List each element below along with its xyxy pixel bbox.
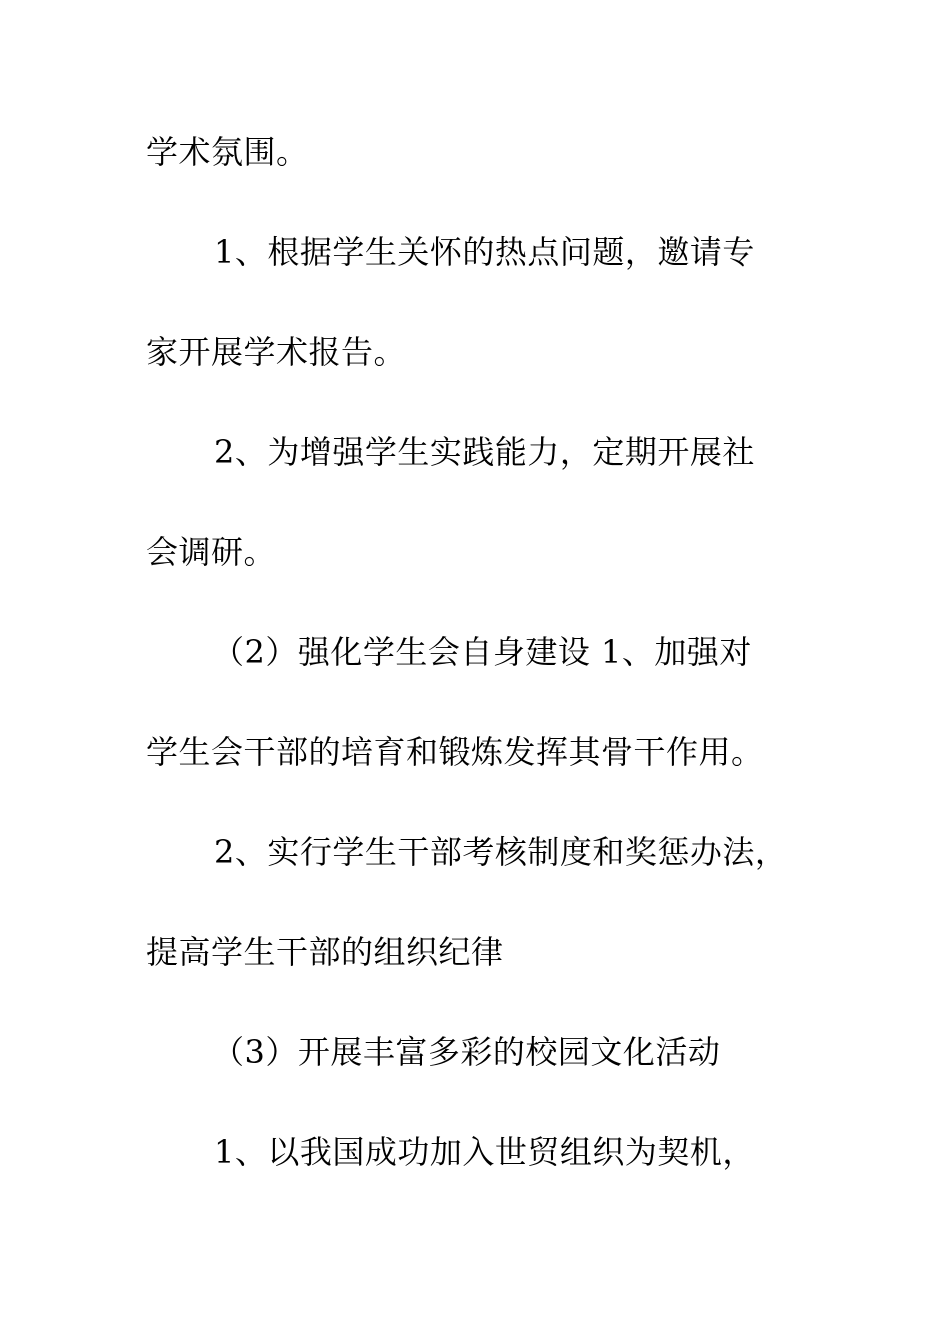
- text-line-1: 学术氛围。: [146, 133, 309, 171]
- text-line-3: 家开展学术报告。: [146, 333, 407, 371]
- text-line-4: 2、为增强学生实践能力，定期开展社: [214, 433, 755, 471]
- text-line-10: （3）开展丰富多彩的校园文化活动: [212, 1033, 721, 1071]
- text-line-5: 会调研。: [146, 533, 277, 571]
- text-line-11: 1、以我国成功加入世贸组织为契机，: [214, 1133, 755, 1171]
- text-line-2: 1、根据学生关怀的热点问题，邀请专: [214, 233, 755, 271]
- text-line-9: 提高学生干部的组织纪律: [146, 933, 504, 971]
- text-line-8: 2、实行学生干部考核制度和奖惩办法，: [214, 833, 788, 871]
- text-line-6: （2）强化学生会自身建设 1、加强对: [212, 633, 752, 671]
- text-line-7: 学生会干部的培育和锻炼发挥其骨干作用。: [146, 733, 764, 771]
